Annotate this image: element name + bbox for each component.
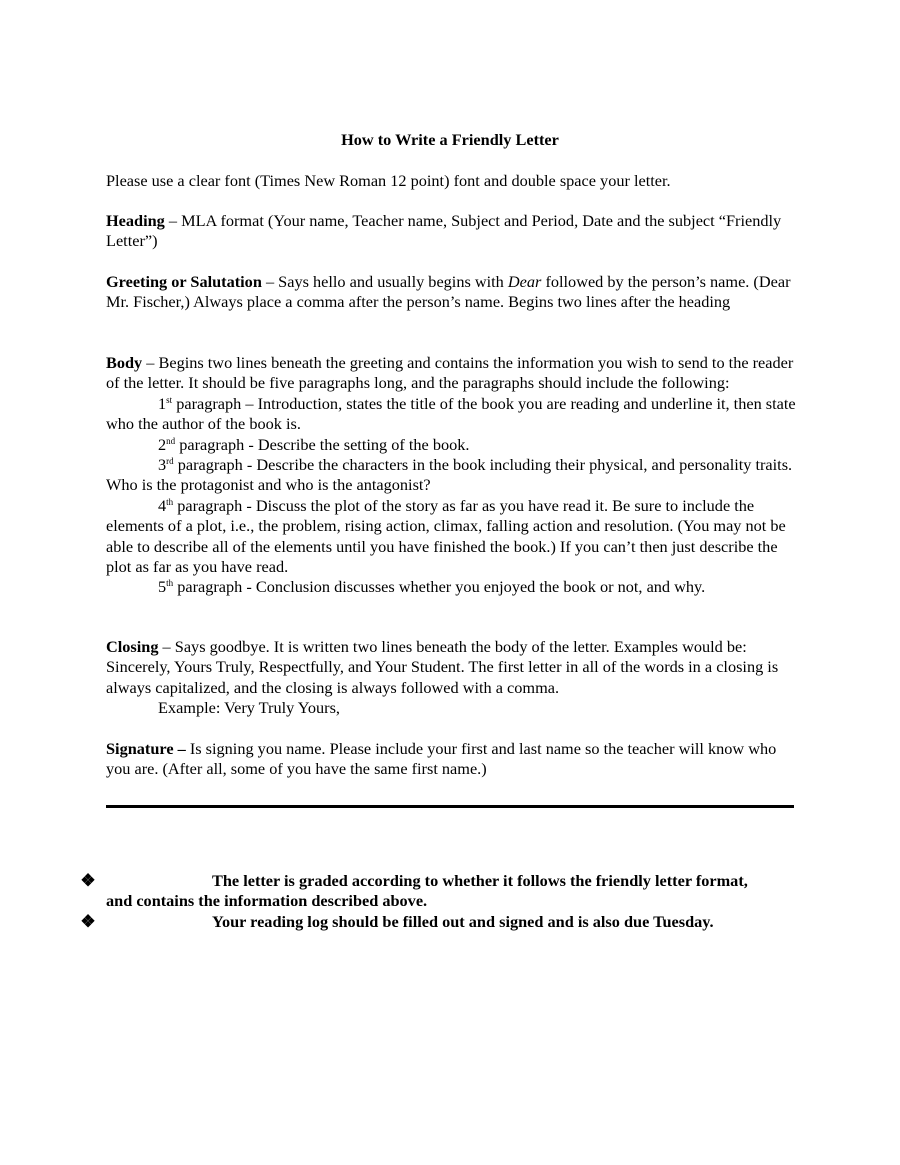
body-paragraph-3: 3rd paragraph - Describe the characters in the book including their physical, and personality traits. Who is the protagonist and who is the antagonist? bbox=[106, 455, 793, 495]
closing-text: – Says goodbye. It is written two lines beneath the body of the letter. Examples would be: Sincerely, Yours Truly, Respectfully, and Your Student. The first letter in all of the words in a closing is always capitalized, and the closing is always followed with a comma. bbox=[106, 637, 779, 697]
signature-term: Signature – bbox=[106, 739, 186, 758]
body-paragraph-5: 5th paragraph - Conclusion discusses whether you enjoyed the book or not, and why. bbox=[158, 577, 706, 597]
body-paragraph-1: 1st paragraph – Introduction, states the title of the book you are reading and underline it, then state who the author of the book is. bbox=[106, 393, 796, 434]
heading-text: – MLA format (Your name, Teacher name, Subject and Period, Date and the subject “Friendly Letter”) bbox=[106, 211, 782, 251]
closing-term: Closing bbox=[106, 637, 159, 656]
diamond-bullet-icon: ❖ bbox=[80, 912, 96, 931]
intro-paragraph: Please use a clear font (Times New Roman 12 point) font and double space your letter. bbox=[106, 171, 671, 190]
body-intro bbox=[106, 353, 796, 394]
body-text: – Begins two lines beneath the greeting and contains the information you wish to send to the reader of the letter. It should be five paragraphs long, and the paragraphs should include the following: bbox=[106, 353, 794, 393]
greeting-text-before: – Says hello and usually begins with bbox=[261, 272, 508, 291]
diamond-bullet-icon: ❖ bbox=[80, 871, 96, 890]
body-paragraph-4: 4th paragraph - Discuss the plot of the story as far as you have read it. Be sure to include the elements of a plot, i.e., the problem, rising action, climax, falling action and resolution. (You may not be able to describe all of the elements until you have finished the book.) If you can’t then just describe the plot as far as you have read. bbox=[106, 495, 786, 577]
horizontal-divider bbox=[106, 805, 794, 808]
greeting-text-after: followed by the person’s name. (Dear Mr. Fischer,) Always place a comma after the person’s name. Begins two lines after the heading bbox=[106, 272, 791, 312]
bullet-item-2-text: Your reading log should be filled out and signed and is also due Tuesday. bbox=[212, 912, 714, 931]
page-title: How to Write a Friendly Letter bbox=[341, 130, 559, 149]
closing-section bbox=[106, 637, 796, 719]
greeting-term: Greeting or Salutation bbox=[106, 272, 262, 291]
bullet-item-1-continuation: and contains the information described above. bbox=[106, 891, 428, 911]
heading-section bbox=[106, 211, 796, 252]
body-section bbox=[106, 353, 796, 598]
closing-example: Example: Very Truly Yours, bbox=[158, 698, 340, 718]
greeting-section bbox=[106, 272, 796, 313]
signature-section bbox=[106, 739, 796, 780]
closing-text-block bbox=[106, 637, 796, 698]
greeting-italic: Dear bbox=[507, 272, 542, 291]
bullet-item-1-lead: The letter is graded according to whether it follows the friendly letter format, bbox=[212, 871, 748, 890]
body-term: Body bbox=[106, 353, 143, 372]
signature-text: Is signing you name. Please include your first and last name so the teacher will know who you are. (After all, some of you have the same first name.) bbox=[106, 739, 777, 779]
body-paragraph-2: 2nd paragraph - Describe the setting of the book. bbox=[158, 434, 470, 454]
heading-term: Heading bbox=[106, 211, 165, 230]
